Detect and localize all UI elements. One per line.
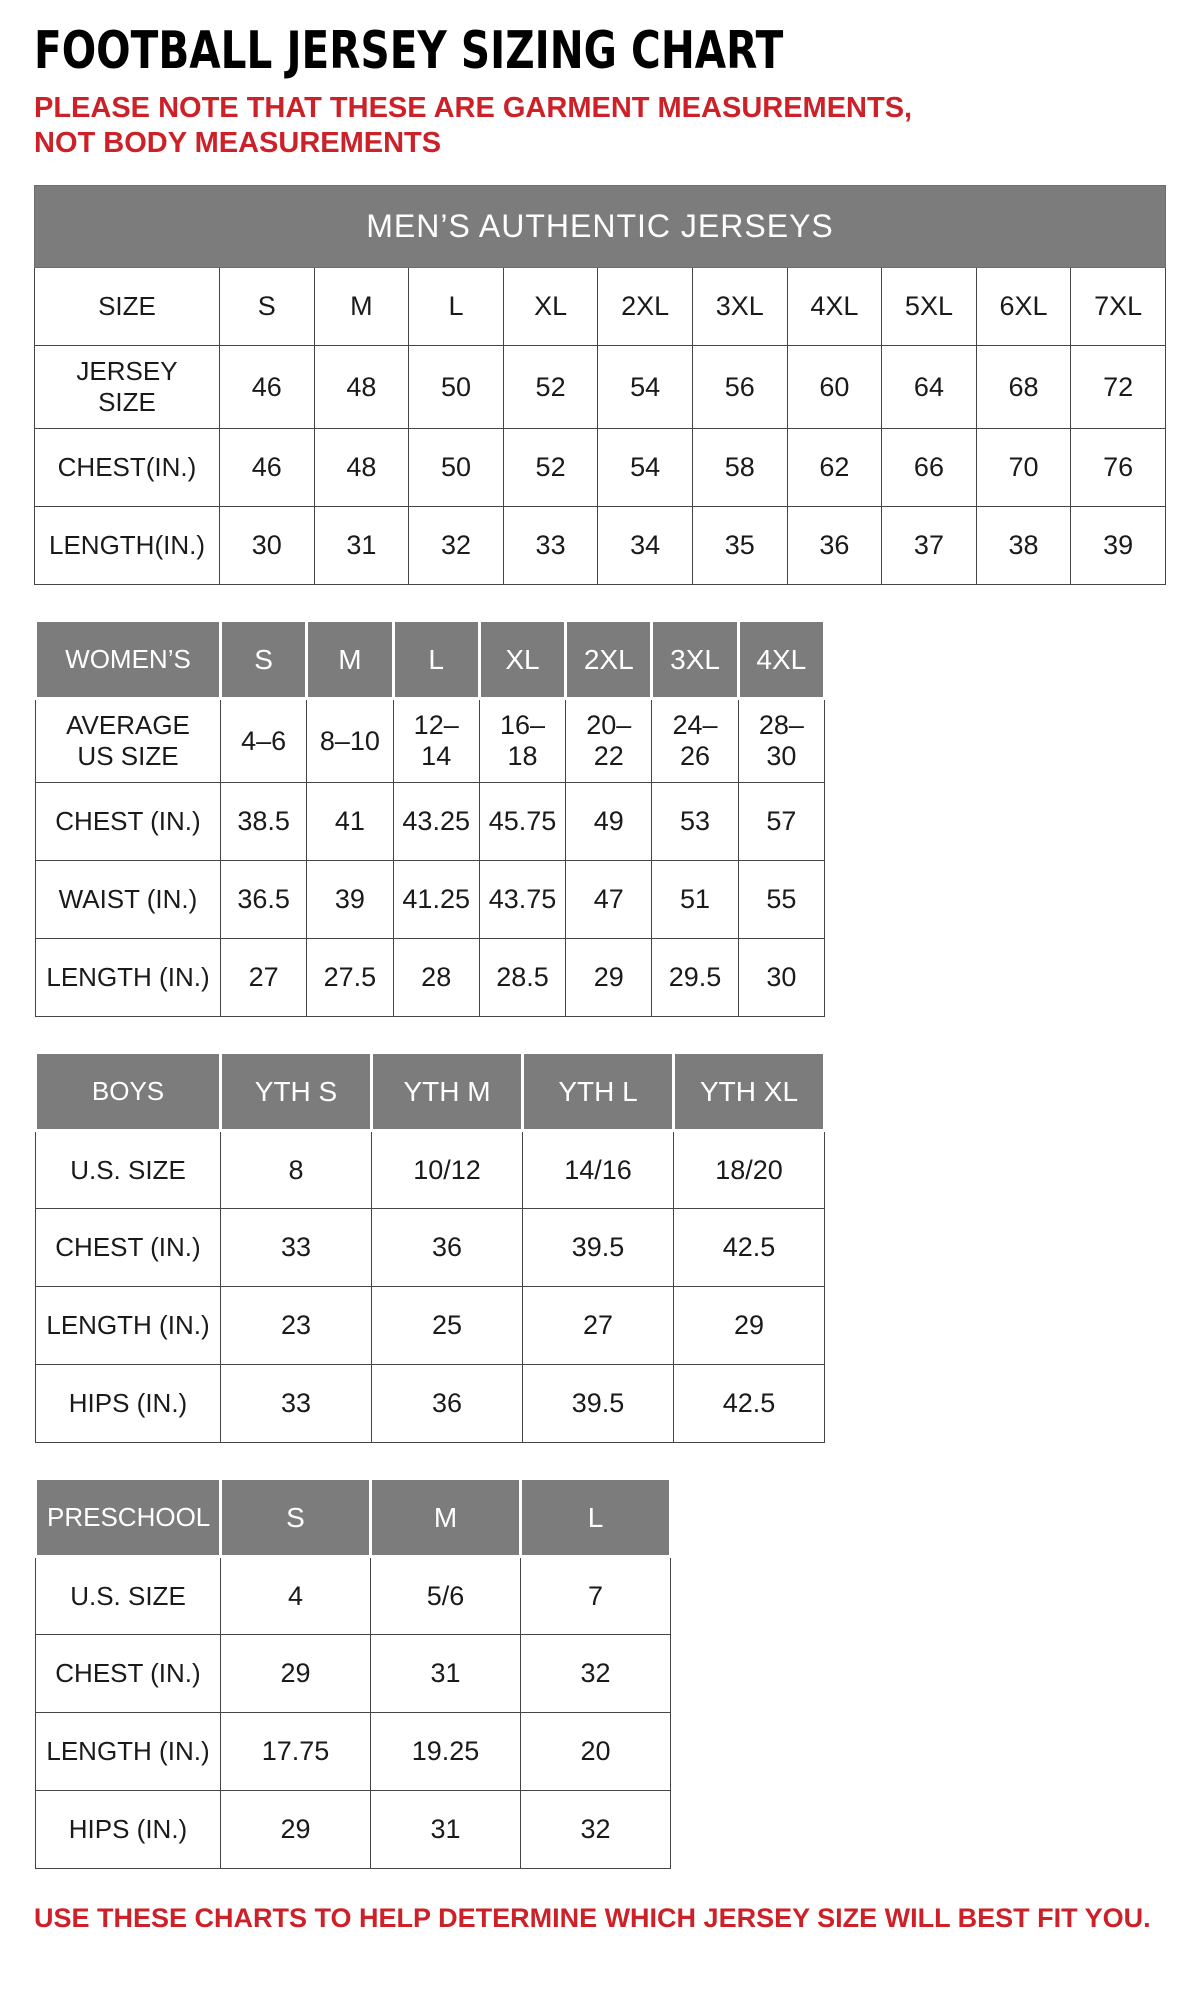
size-cell: 20–22 <box>566 699 652 783</box>
page-title: FOOTBALL JERSEY SIZING CHART <box>34 21 784 81</box>
row-label: CHEST (IN.) <box>36 1209 221 1287</box>
table-row <box>35 268 1166 346</box>
size-cell: 30 <box>738 939 824 1017</box>
size-cell: 39.5 <box>523 1209 674 1287</box>
size-cell: 52 <box>503 346 598 429</box>
size-cell: 29 <box>221 1791 371 1869</box>
size-cell: 42.5 <box>674 1365 825 1443</box>
table-row <box>36 699 825 783</box>
size-cell: 29.5 <box>652 939 738 1017</box>
column-header: M <box>307 621 393 699</box>
row-label: U.S. SIZE <box>36 1557 221 1635</box>
size-cell: 54 <box>598 346 693 429</box>
womens-header-label: WOMEN’S <box>36 621 221 699</box>
size-cell: 33 <box>221 1209 372 1287</box>
row-label: CHEST (IN.) <box>36 1635 221 1713</box>
size-cell: 48 <box>314 429 409 507</box>
column-header: 4XL <box>738 621 824 699</box>
size-cell: 31 <box>371 1635 521 1713</box>
table-row <box>36 1791 671 1869</box>
row-label: CHEST(IN.) <box>35 429 220 507</box>
column-header: 3XL <box>652 621 738 699</box>
size-cell: L <box>409 268 504 346</box>
size-cell: 3XL <box>692 268 787 346</box>
size-cell: 29 <box>221 1635 371 1713</box>
fit-advice-footer: USE THESE CHARTS TO HELP DETERMINE WHICH JERSEY SIZE WILL BEST FIT YOU. <box>34 1903 1151 1934</box>
size-cell: 29 <box>674 1287 825 1365</box>
column-header: YTH M <box>372 1053 523 1131</box>
size-cell: 19.25 <box>371 1713 521 1791</box>
row-label: LENGTH (IN.) <box>36 1287 221 1365</box>
size-cell: 7 <box>521 1557 671 1635</box>
size-cell: 53 <box>652 783 738 861</box>
preschool-header-row <box>36 1479 671 1557</box>
column-header: YTH L <box>523 1053 674 1131</box>
size-cell: 60 <box>787 346 882 429</box>
size-cell: 5XL <box>882 268 977 346</box>
size-cell: 12–14 <box>393 699 479 783</box>
size-cell: 27 <box>221 939 307 1017</box>
table-row <box>36 1209 825 1287</box>
size-cell: 28.5 <box>479 939 565 1017</box>
row-label: U.S. SIZE <box>36 1131 221 1209</box>
size-cell: 38 <box>976 507 1071 585</box>
size-cell: S <box>220 268 315 346</box>
size-cell: 50 <box>409 346 504 429</box>
size-cell: 70 <box>976 429 1071 507</box>
table-row <box>36 783 825 861</box>
row-label: LENGTH(IN.) <box>35 507 220 585</box>
size-cell: 38.5 <box>221 783 307 861</box>
size-cell: 49 <box>566 783 652 861</box>
size-cell: 47 <box>566 861 652 939</box>
size-cell: 46 <box>220 346 315 429</box>
column-header: S <box>221 621 307 699</box>
table-row <box>36 1131 825 1209</box>
size-cell: 17.75 <box>221 1713 371 1791</box>
size-cell: 6XL <box>976 268 1071 346</box>
row-label: LENGTH (IN.) <box>36 1713 221 1791</box>
column-header: XL <box>479 621 565 699</box>
size-cell: 34 <box>598 507 693 585</box>
size-cell: 4XL <box>787 268 882 346</box>
size-cell: 46 <box>220 429 315 507</box>
column-header: S <box>221 1479 371 1557</box>
size-cell: 52 <box>503 429 598 507</box>
womens-sizing-table <box>34 619 826 1017</box>
size-cell: 5/6 <box>371 1557 521 1635</box>
table-row <box>36 861 825 939</box>
column-header: L <box>521 1479 671 1557</box>
size-cell: 18/20 <box>674 1131 825 1209</box>
table-row <box>36 1557 671 1635</box>
size-cell: 48 <box>314 346 409 429</box>
size-cell: 36.5 <box>221 861 307 939</box>
size-cell: 32 <box>521 1635 671 1713</box>
table-row <box>35 429 1166 507</box>
size-cell: 68 <box>976 346 1071 429</box>
size-cell: M <box>314 268 409 346</box>
row-label: LENGTH (IN.) <box>36 939 221 1017</box>
row-label: WAIST (IN.) <box>36 861 221 939</box>
size-cell: 8–10 <box>307 699 393 783</box>
row-label: SIZE <box>35 268 220 346</box>
size-cell: 76 <box>1071 429 1166 507</box>
size-cell: 37 <box>882 507 977 585</box>
size-cell: 28–30 <box>738 699 824 783</box>
womens-header-row <box>36 621 825 699</box>
size-cell: 2XL <box>598 268 693 346</box>
size-cell: 36 <box>372 1209 523 1287</box>
size-cell: 56 <box>692 346 787 429</box>
row-label: CHEST (IN.) <box>36 783 221 861</box>
size-cell: 41.25 <box>393 861 479 939</box>
size-cell: 31 <box>314 507 409 585</box>
size-cell: 55 <box>738 861 824 939</box>
size-cell: 43.25 <box>393 783 479 861</box>
size-cell: 24–26 <box>652 699 738 783</box>
row-label: JERSEY SIZE <box>35 346 220 429</box>
size-cell: 42.5 <box>674 1209 825 1287</box>
size-cell: 39 <box>1071 507 1166 585</box>
column-header: YTH S <box>221 1053 372 1131</box>
size-cell: 62 <box>787 429 882 507</box>
table-row <box>35 346 1166 429</box>
preschool-header-label: PRESCHOOL <box>36 1479 221 1557</box>
table-row <box>35 507 1166 585</box>
size-cell: 39 <box>307 861 393 939</box>
boys-sizing-table <box>34 1051 826 1443</box>
mens-title-row <box>35 186 1166 268</box>
size-cell: 57 <box>738 783 824 861</box>
size-cell: 33 <box>221 1365 372 1443</box>
size-cell: 66 <box>882 429 977 507</box>
size-cell: 45.75 <box>479 783 565 861</box>
size-cell: 41 <box>307 783 393 861</box>
size-cell: 32 <box>521 1791 671 1869</box>
size-cell: 29 <box>566 939 652 1017</box>
size-cell: 4 <box>221 1557 371 1635</box>
column-header: M <box>371 1479 521 1557</box>
size-cell: 72 <box>1071 346 1166 429</box>
size-cell: 36 <box>372 1365 523 1443</box>
table-row <box>36 1635 671 1713</box>
table-row <box>36 939 825 1017</box>
row-label: AVERAGE US SIZE <box>36 699 221 783</box>
size-cell: 32 <box>409 507 504 585</box>
size-cell: 31 <box>371 1791 521 1869</box>
size-cell: 14/16 <box>523 1131 674 1209</box>
boys-header-row <box>36 1053 825 1131</box>
size-cell: 7XL <box>1071 268 1166 346</box>
size-cell: 4–6 <box>221 699 307 783</box>
preschool-sizing-table <box>34 1477 672 1869</box>
size-cell: 20 <box>521 1713 671 1791</box>
size-cell: 10/12 <box>372 1131 523 1209</box>
size-cell: 28 <box>393 939 479 1017</box>
column-header: 2XL <box>566 621 652 699</box>
size-cell: 8 <box>221 1131 372 1209</box>
column-header: YTH XL <box>674 1053 825 1131</box>
size-cell: 54 <box>598 429 693 507</box>
size-cell: 35 <box>692 507 787 585</box>
size-cell: 25 <box>372 1287 523 1365</box>
size-cell: 50 <box>409 429 504 507</box>
table-row <box>36 1365 825 1443</box>
mens-table-title: MEN’S AUTHENTIC JERSEYS <box>35 186 1166 268</box>
size-cell: 27.5 <box>307 939 393 1017</box>
row-label: HIPS (IN.) <box>36 1791 221 1869</box>
size-cell: 58 <box>692 429 787 507</box>
garment-measurements-note: PLEASE NOTE THAT THESE ARE GARMENT MEASUREMENTS, NOT BODY MEASUREMENTS <box>34 91 913 159</box>
size-cell: 43.75 <box>479 861 565 939</box>
size-cell: 30 <box>220 507 315 585</box>
table-row <box>36 1287 825 1365</box>
size-cell: 64 <box>882 346 977 429</box>
size-cell: 33 <box>503 507 598 585</box>
column-header: L <box>393 621 479 699</box>
size-cell: 16–18 <box>479 699 565 783</box>
row-label: HIPS (IN.) <box>36 1365 221 1443</box>
mens-sizing-table <box>34 185 1166 585</box>
size-cell: 27 <box>523 1287 674 1365</box>
size-cell: 36 <box>787 507 882 585</box>
table-row <box>36 1713 671 1791</box>
size-cell: XL <box>503 268 598 346</box>
boys-header-label: BOYS <box>36 1053 221 1131</box>
size-cell: 39.5 <box>523 1365 674 1443</box>
size-cell: 23 <box>221 1287 372 1365</box>
size-cell: 51 <box>652 861 738 939</box>
